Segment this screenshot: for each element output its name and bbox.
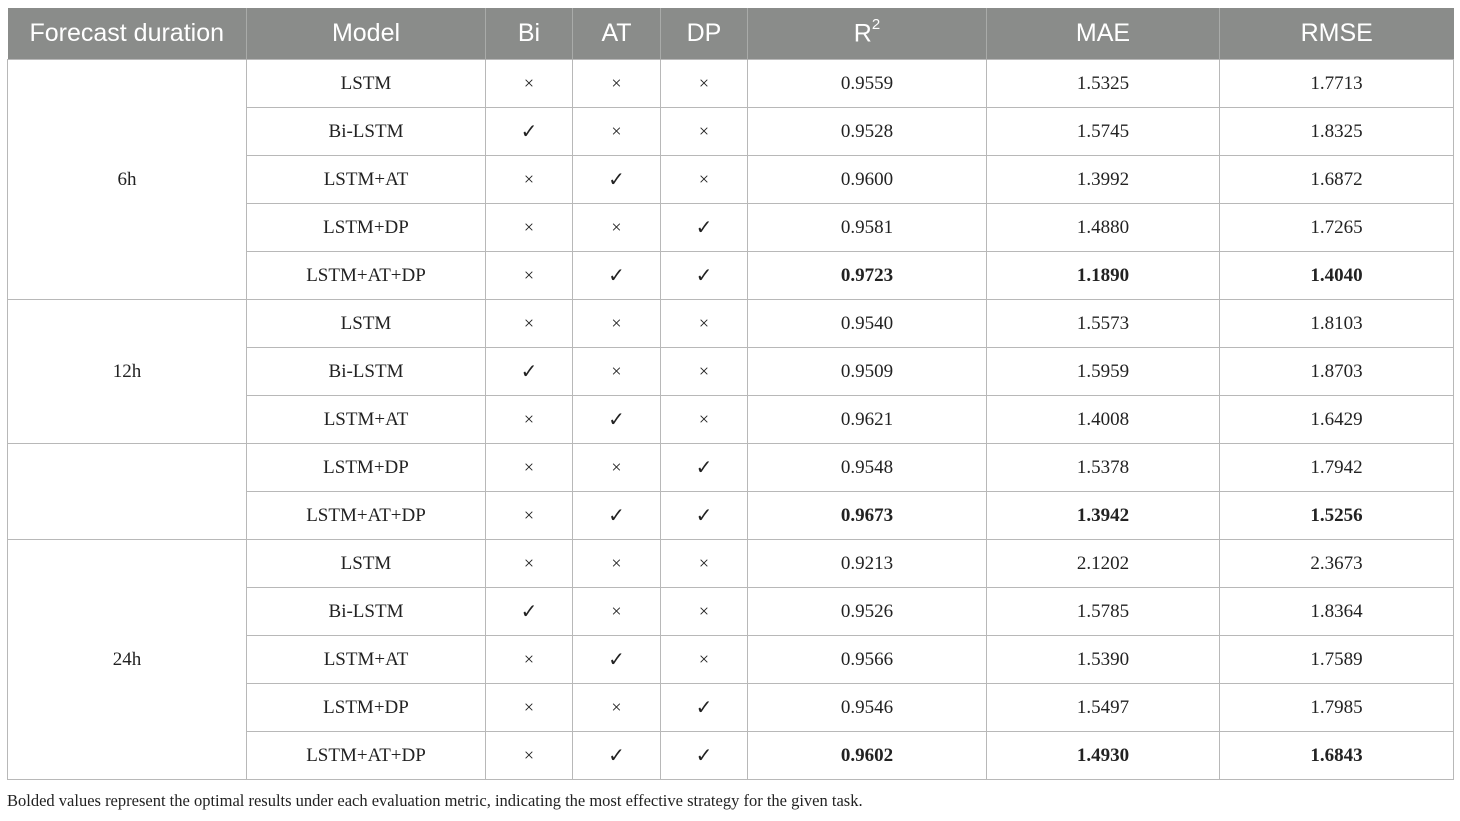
bi-cell: ×: [486, 732, 573, 780]
model-cell: LSTM+AT: [247, 156, 486, 204]
rmse-cell: 1.7265: [1220, 204, 1454, 252]
r2-cell: 0.9528: [748, 108, 987, 156]
forecast-duration-cell: 24h: [8, 540, 247, 780]
mae-cell: 1.3942: [987, 492, 1220, 540]
rmse-cell: 1.7942: [1220, 444, 1454, 492]
bi-cell: ×: [486, 60, 573, 108]
at-cell: ×: [573, 684, 661, 732]
dp-cell: ×: [661, 396, 748, 444]
dp-cell: ×: [661, 156, 748, 204]
table-body: [8, 60, 1454, 780]
rmse-cell: 1.7589: [1220, 636, 1454, 684]
r2-cell: 0.9526: [748, 588, 987, 636]
mae-cell: 1.1890: [987, 252, 1220, 300]
rmse-cell: 1.6429: [1220, 396, 1454, 444]
rmse-cell: 1.5256: [1220, 492, 1454, 540]
table-row: [8, 540, 1454, 588]
r2-cell: 0.9509: [748, 348, 987, 396]
bi-cell: ×: [486, 300, 573, 348]
model-cell: LSTM+AT: [247, 636, 486, 684]
bi-cell: ✓: [486, 348, 573, 396]
mae-cell: 1.5785: [987, 588, 1220, 636]
at-cell: ✓: [573, 396, 661, 444]
mae-cell: 2.1202: [987, 540, 1220, 588]
forecast-duration-cell: 6h: [8, 60, 247, 300]
model-cell: LSTM: [247, 300, 486, 348]
table-row: [8, 300, 1454, 348]
model-cell: LSTM+AT+DP: [247, 492, 486, 540]
mae-cell: 1.4880: [987, 204, 1220, 252]
table-row: [8, 444, 1454, 492]
mae-cell: 1.4930: [987, 732, 1220, 780]
header-at: AT: [573, 8, 661, 60]
bi-cell: ×: [486, 444, 573, 492]
mae-cell: 1.5959: [987, 348, 1220, 396]
at-cell: ✓: [573, 252, 661, 300]
mae-cell: 1.5390: [987, 636, 1220, 684]
dp-cell: ×: [661, 300, 748, 348]
r2-cell: 0.9600: [748, 156, 987, 204]
r2-cell: 0.9559: [748, 60, 987, 108]
bi-cell: ✓: [486, 588, 573, 636]
at-cell: ×: [573, 348, 661, 396]
mae-cell: 1.5497: [987, 684, 1220, 732]
r2-cell: 0.9602: [748, 732, 987, 780]
model-cell: LSTM+DP: [247, 684, 486, 732]
bi-cell: ×: [486, 636, 573, 684]
header-rmse: RMSE: [1220, 8, 1454, 60]
r2-cell: 0.9548: [748, 444, 987, 492]
at-cell: ×: [573, 540, 661, 588]
mae-cell: 1.5573: [987, 300, 1220, 348]
forecast-duration-cell: 12h: [8, 300, 247, 444]
dp-cell: ✓: [661, 732, 748, 780]
dp-cell: ✓: [661, 492, 748, 540]
r2-cell: 0.9566: [748, 636, 987, 684]
header-bi: Bi: [486, 8, 573, 60]
header-model: Model: [247, 8, 486, 60]
bi-cell: ×: [486, 204, 573, 252]
dp-cell: ×: [661, 588, 748, 636]
header-mae: MAE: [987, 8, 1220, 60]
dp-cell: ×: [661, 108, 748, 156]
at-cell: ×: [573, 444, 661, 492]
mae-cell: 1.5745: [987, 108, 1220, 156]
model-cell: Bi-LSTM: [247, 588, 486, 636]
r2-cell: 0.9546: [748, 684, 987, 732]
rmse-cell: 1.4040: [1220, 252, 1454, 300]
rmse-cell: 1.8103: [1220, 300, 1454, 348]
at-cell: ×: [573, 108, 661, 156]
table-footnote: Bolded values represent the optimal results under each evaluation metric, indicating the most effective strategy for the given task.: [7, 791, 863, 810]
dp-cell: ×: [661, 540, 748, 588]
dp-cell: ✓: [661, 252, 748, 300]
rmse-cell: 1.7985: [1220, 684, 1454, 732]
bi-cell: ×: [486, 492, 573, 540]
model-cell: Bi-LSTM: [247, 108, 486, 156]
bi-cell: ×: [486, 156, 573, 204]
dp-cell: ×: [661, 348, 748, 396]
model-cell: LSTM+DP: [247, 444, 486, 492]
r2-cell: 0.9540: [748, 300, 987, 348]
mae-cell: 1.5325: [987, 60, 1220, 108]
header-r2-base: R: [853, 19, 872, 48]
r2-cell: 0.9213: [748, 540, 987, 588]
rmse-cell: 1.8703: [1220, 348, 1454, 396]
at-cell: ✓: [573, 732, 661, 780]
dp-cell: ✓: [661, 444, 748, 492]
header-forecast-duration: Forecast duration: [8, 8, 247, 60]
at-cell: ×: [573, 204, 661, 252]
dp-cell: ×: [661, 636, 748, 684]
r2-cell: 0.9581: [748, 204, 987, 252]
rmse-cell: 1.6872: [1220, 156, 1454, 204]
results-table: [7, 8, 1454, 780]
header-dp: DP: [661, 8, 748, 60]
forecast-duration-cell: [8, 444, 247, 540]
header-r2: [748, 8, 987, 60]
dp-cell: ✓: [661, 684, 748, 732]
rmse-cell: 1.7713: [1220, 60, 1454, 108]
table-header: [8, 8, 1454, 60]
mae-cell: 1.4008: [987, 396, 1220, 444]
at-cell: ✓: [573, 492, 661, 540]
model-cell: LSTM: [247, 540, 486, 588]
bi-cell: ×: [486, 684, 573, 732]
bi-cell: ×: [486, 540, 573, 588]
model-cell: Bi-LSTM: [247, 348, 486, 396]
table-row: [8, 60, 1454, 108]
rmse-cell: 2.3673: [1220, 540, 1454, 588]
r2-cell: 0.9621: [748, 396, 987, 444]
bi-cell: ✓: [486, 108, 573, 156]
header-row: [8, 8, 1454, 60]
at-cell: ×: [573, 300, 661, 348]
at-cell: ✓: [573, 156, 661, 204]
model-cell: LSTM: [247, 60, 486, 108]
dp-cell: ✓: [661, 204, 748, 252]
model-cell: LSTM+AT: [247, 396, 486, 444]
r2-cell: 0.9673: [748, 492, 987, 540]
bi-cell: ×: [486, 396, 573, 444]
model-cell: LSTM+AT+DP: [247, 252, 486, 300]
dp-cell: ×: [661, 60, 748, 108]
mae-cell: 1.3992: [987, 156, 1220, 204]
at-cell: ×: [573, 588, 661, 636]
header-r2-superscript: 2: [871, 15, 881, 33]
at-cell: ✓: [573, 636, 661, 684]
model-cell: LSTM+DP: [247, 204, 486, 252]
model-cell: LSTM+AT+DP: [247, 732, 486, 780]
bi-cell: ×: [486, 252, 573, 300]
rmse-cell: 1.8325: [1220, 108, 1454, 156]
mae-cell: 1.5378: [987, 444, 1220, 492]
rmse-cell: 1.8364: [1220, 588, 1454, 636]
r2-cell: 0.9723: [748, 252, 987, 300]
at-cell: ×: [573, 60, 661, 108]
rmse-cell: 1.6843: [1220, 732, 1454, 780]
